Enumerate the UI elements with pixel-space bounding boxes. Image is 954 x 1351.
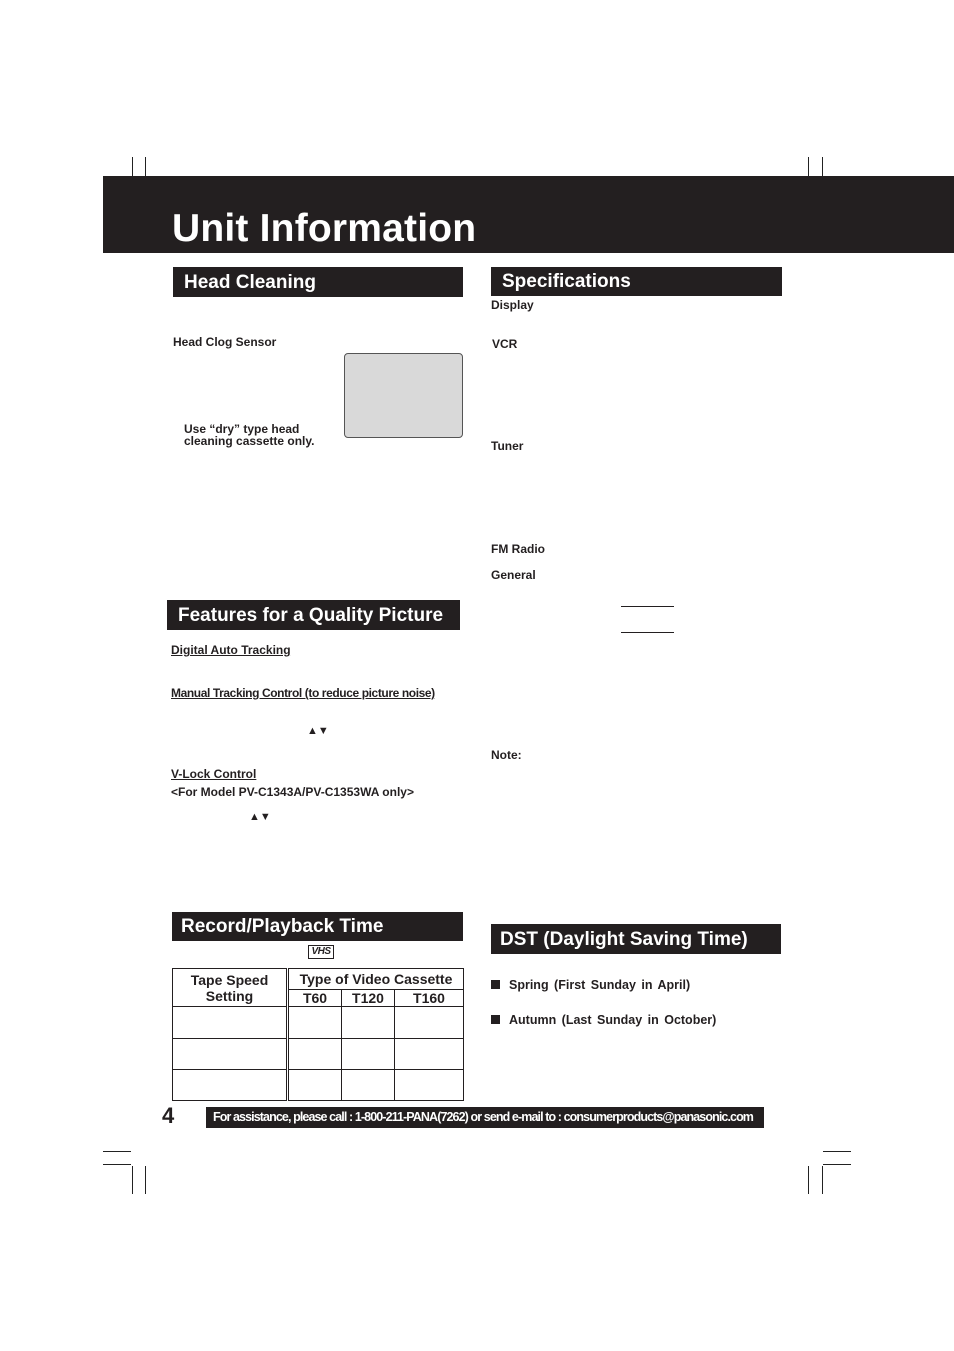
table-cell: [395, 1069, 464, 1100]
spec-note-label: Note:: [491, 748, 522, 762]
table-cell: [342, 1038, 395, 1069]
assistance-text: For assistance, please call : 1-800-211-PANA(7262) or send e-mail to : consumerproducts@panasonic.com: [213, 1110, 754, 1124]
features-heading-text: Features for a Quality Picture: [178, 604, 444, 626]
bullet-icon: [491, 980, 500, 989]
spec-display-label: Display: [491, 298, 534, 312]
crop-mark: [132, 1166, 133, 1194]
spec-vcr-label: VCR: [492, 337, 518, 351]
dst-heading: [491, 924, 781, 954]
table-cell: [288, 1069, 342, 1100]
bullet-icon: [491, 1015, 500, 1024]
table-cell: [395, 1038, 464, 1069]
assistance-footer: [206, 1107, 764, 1128]
cassette-t160-header: T160: [395, 990, 464, 1007]
table-cell: [173, 1069, 288, 1100]
dst-heading-text: DST (Daylight Saving Time): [500, 928, 748, 950]
features-heading: [167, 600, 460, 630]
dry-cassette-note-line2: cleaning cassette only.: [184, 434, 315, 448]
cassette-type-header: Type of Video Cassette: [288, 969, 464, 990]
spec-tuner-label: Tuner: [491, 439, 524, 453]
digital-auto-tracking-label: Digital Auto Tracking: [171, 643, 291, 657]
crop-mark: [823, 1164, 851, 1165]
vlock-models-note: <For Model PV-C1343A/PV-C1353WA only>: [171, 785, 414, 799]
table-cell: [342, 1069, 395, 1100]
table-row: [173, 1069, 464, 1100]
crop-mark: [823, 1151, 851, 1152]
manual-tracking-label: Manual Tracking Control (to reduce picture noise): [171, 686, 435, 700]
table-cell: [342, 1007, 395, 1038]
cassette-t120-header: T120: [342, 990, 395, 1007]
spec-divider: [621, 632, 674, 633]
table-cell: [288, 1038, 342, 1069]
page-number: 4: [162, 1103, 175, 1128]
spec-divider: [621, 606, 674, 607]
specifications-heading: [491, 267, 782, 296]
head-cleaning-heading-text: Head Cleaning: [184, 271, 316, 293]
vlock-control-label: V-Lock Control: [171, 767, 257, 781]
table-cell: [395, 1007, 464, 1038]
tracking-arrows: ▲▼: [307, 725, 329, 737]
table-cell: [288, 1007, 342, 1038]
specifications-heading-text: Specifications: [502, 271, 631, 292]
spec-general-label: General: [491, 568, 536, 582]
crop-mark: [103, 1164, 131, 1165]
screen-illustration: [344, 353, 463, 438]
crop-mark: [808, 1166, 809, 1194]
crop-mark: [103, 1151, 131, 1152]
page-title: Unit Information: [172, 207, 477, 250]
tape-speed-header: Tape Speed Setting: [173, 969, 288, 1007]
table-row: [173, 1007, 464, 1038]
head-clog-sensor-label: Head Clog Sensor: [173, 335, 277, 349]
dry-cassette-note-line1: Use “dry” type head: [184, 422, 300, 436]
dst-autumn-item: Autumn (Last Sunday in October): [509, 1013, 717, 1027]
cassette-t60-header: T60: [288, 990, 342, 1007]
vlock-arrows: ▲▼: [249, 811, 271, 823]
crop-mark: [822, 1166, 823, 1194]
spec-fm-radio-label: FM Radio: [491, 542, 545, 556]
head-cleaning-heading: [173, 267, 463, 297]
record-playback-heading: [172, 912, 463, 941]
table-cell: [173, 1007, 288, 1038]
record-playback-table: [172, 968, 464, 1101]
table-cell: [173, 1038, 288, 1069]
vhs-logo: VHS: [308, 945, 334, 959]
dst-spring-item: Spring (First Sunday in April): [509, 978, 691, 992]
crop-mark: [145, 1166, 146, 1194]
record-playback-heading-text: Record/Playback Time: [181, 916, 384, 937]
table-row: [173, 1038, 464, 1069]
